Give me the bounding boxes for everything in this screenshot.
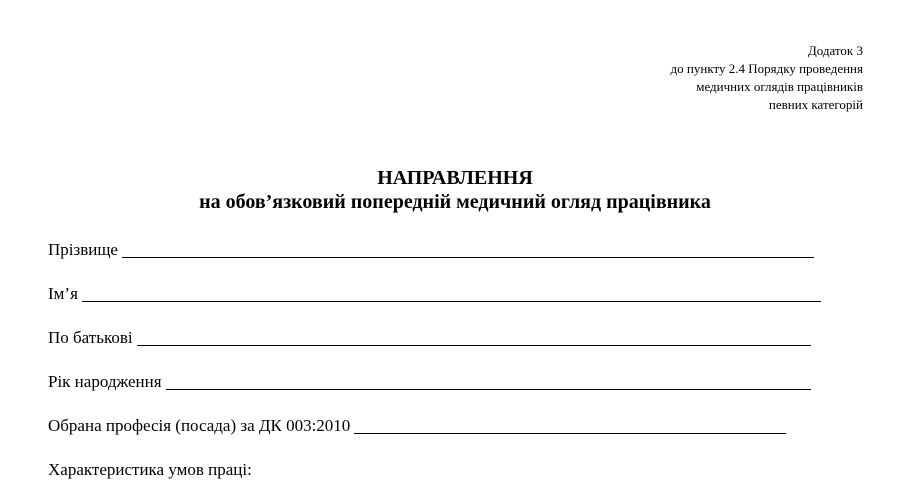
profession-blank-line[interactable] (354, 433, 786, 434)
annex-reference (671, 42, 863, 114)
birth-year-blank-line[interactable] (166, 389, 811, 390)
first-name-label: Ім’я (48, 284, 78, 303)
patronymic-blank-line[interactable] (137, 345, 811, 346)
annex-categories: певних категорій (768, 97, 863, 112)
document-heading (0, 166, 900, 214)
patronymic-label: По батькові (48, 328, 133, 347)
surname-label: Прізвище (48, 240, 118, 259)
first-name-field (48, 284, 821, 304)
annex-procedure: медичних оглядів працівників (696, 79, 863, 94)
profession-label: Обрана професія (посада) за ДК 003:2010 (48, 416, 351, 435)
birth-year-field (48, 372, 811, 392)
surname-field (48, 240, 814, 260)
document-subtitle: на обов’язковий попередній медичний огляд працівника (199, 191, 711, 213)
document-title: НАПРАВЛЕННЯ (377, 167, 533, 189)
annex-number: Додаток 3 (807, 43, 863, 58)
profession-field (48, 416, 786, 436)
work-conditions-label: Характеристика умов праці: (48, 460, 252, 479)
surname-blank-line[interactable] (122, 257, 814, 258)
annex-clause: до пункту 2.4 Порядку проведення (670, 61, 863, 76)
birth-year-label: Рік народження (48, 372, 162, 391)
first-name-blank-line[interactable] (82, 301, 821, 302)
patronymic-field (48, 328, 811, 348)
